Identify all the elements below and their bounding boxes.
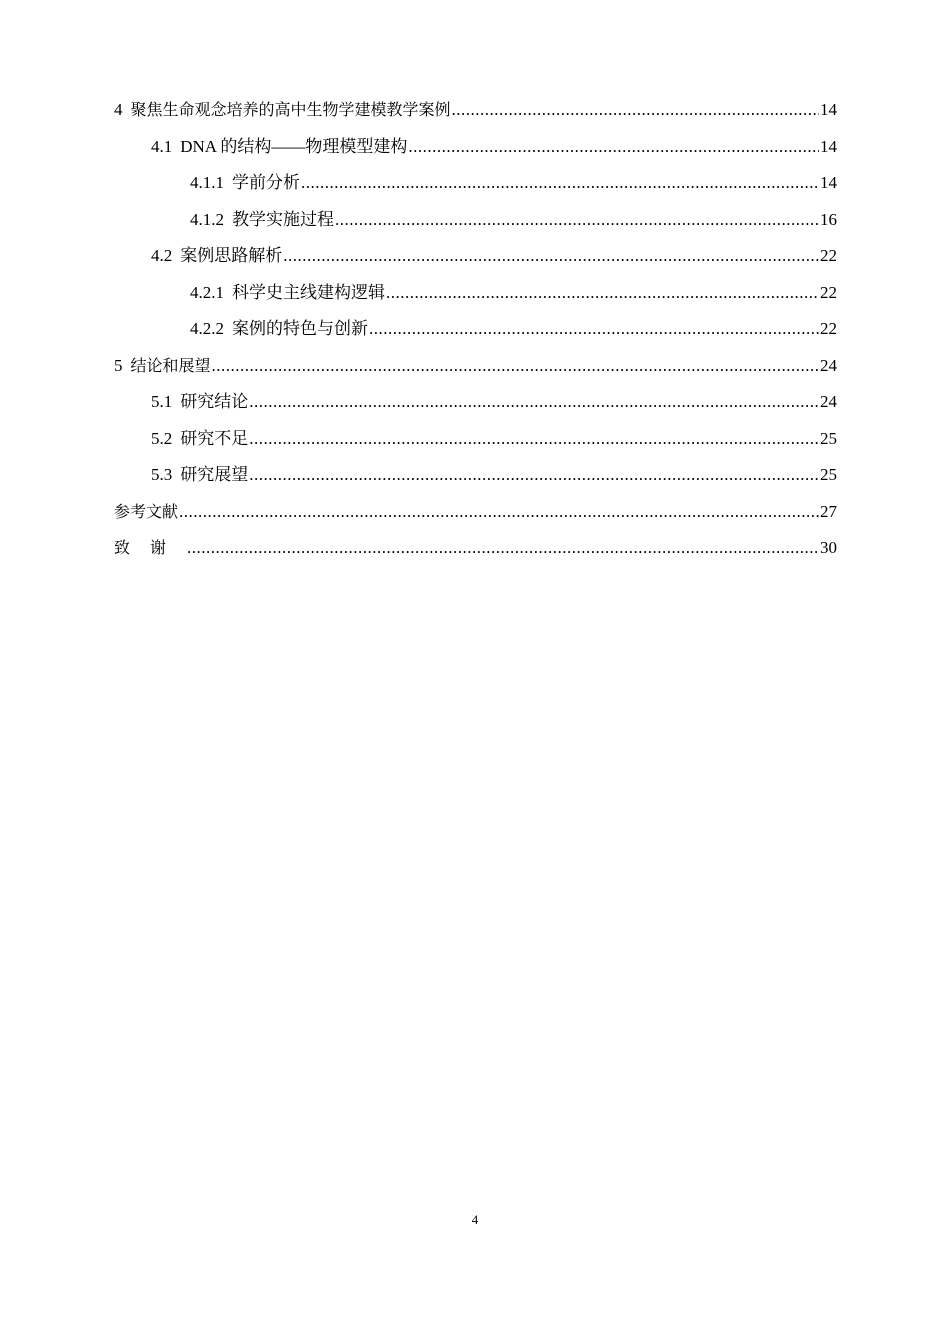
toc-entry-title: 聚焦生命观念培养的高中生物学建模教学案例	[130, 100, 451, 119]
toc-entry-number: 5	[114, 355, 123, 375]
toc-entry-page: 25	[820, 428, 837, 448]
dot-leader	[249, 457, 819, 494]
toc-entry-number: 4.2.2	[190, 319, 224, 338]
toc-entry-number: 4	[114, 100, 123, 119]
toc-entry-section-5-1[interactable]	[114, 384, 837, 421]
toc-entry-section-4-2-1[interactable]	[114, 275, 837, 312]
toc-entry-number: 4.2	[151, 246, 173, 265]
dot-leader	[179, 494, 819, 531]
toc-entry-page: 22	[820, 246, 837, 265]
toc-entry-title: 研究结论	[180, 392, 249, 411]
toc-entry-section-5-3[interactable]	[114, 457, 837, 494]
toc-entry-section-4-1[interactable]	[114, 129, 837, 166]
toc-entry-number: 4.2.1	[190, 282, 224, 302]
toc-entry-page: 14	[820, 100, 837, 119]
toc-entry-number: 5.2	[151, 428, 173, 448]
toc-entry-number: 4.1	[151, 136, 173, 156]
toc-entry-title: 研究展望	[180, 465, 249, 484]
dot-leader	[408, 129, 819, 166]
toc-entry-page: 14	[820, 136, 837, 156]
table-of-contents	[114, 92, 837, 567]
dot-leader	[283, 238, 819, 275]
toc-entry-title: 案例思路解析	[180, 246, 283, 265]
toc-entry-title: 参考文献	[114, 501, 179, 521]
toc-entry-title: DNA 的结构——物理模型建构	[180, 136, 408, 156]
toc-entry-acknowledgements[interactable]	[114, 530, 837, 567]
toc-entry-title: 结论和展望	[130, 355, 211, 375]
dot-leader	[301, 165, 819, 202]
toc-entry-page: 14	[820, 173, 837, 192]
dot-leader	[187, 530, 819, 567]
toc-entry-section-4-1-2[interactable]	[114, 202, 837, 239]
toc-entry-page: 24	[820, 392, 837, 411]
toc-entry-section-4-2-2[interactable]	[114, 311, 837, 348]
toc-entry-number: 5.3	[151, 465, 173, 484]
toc-entry-chapter-5[interactable]	[114, 348, 837, 385]
toc-entry-page: 16	[820, 209, 837, 229]
toc-entry-number: 5.1	[151, 392, 173, 411]
dot-leader	[386, 275, 819, 312]
dot-leader	[452, 92, 819, 129]
toc-entry-page: 22	[820, 319, 837, 338]
toc-entry-number: 4.1.1	[190, 173, 224, 192]
toc-entry-section-5-2[interactable]	[114, 421, 837, 458]
toc-entry-title: 学前分析	[232, 173, 300, 192]
toc-entry-title: 研究不足	[180, 428, 249, 448]
toc-entry-page: 27	[820, 501, 837, 521]
dot-leader	[249, 384, 819, 421]
toc-entry-references[interactable]	[114, 494, 837, 531]
dot-leader	[249, 421, 819, 458]
toc-entry-chapter-4[interactable]	[114, 92, 837, 129]
toc-entry-number: 4.1.2	[190, 209, 224, 229]
toc-entry-page: 30	[820, 538, 837, 557]
toc-entry-title: 教学实施过程	[232, 209, 334, 229]
toc-entry-section-4-2[interactable]	[114, 238, 837, 275]
toc-entry-title: 科学史主线建构逻辑	[232, 282, 385, 302]
page-number: 4	[471, 1212, 479, 1227]
dot-leader	[335, 202, 819, 239]
toc-entry-page: 22	[820, 282, 837, 302]
toc-entry-section-4-1-1[interactable]	[114, 165, 837, 202]
toc-entry-page: 25	[820, 465, 837, 484]
toc-entry-title: 致谢	[114, 538, 187, 557]
dot-leader	[369, 311, 819, 348]
dot-leader	[212, 348, 819, 385]
toc-entry-title: 案例的特色与创新	[232, 319, 368, 338]
toc-entry-page: 24	[820, 355, 837, 375]
